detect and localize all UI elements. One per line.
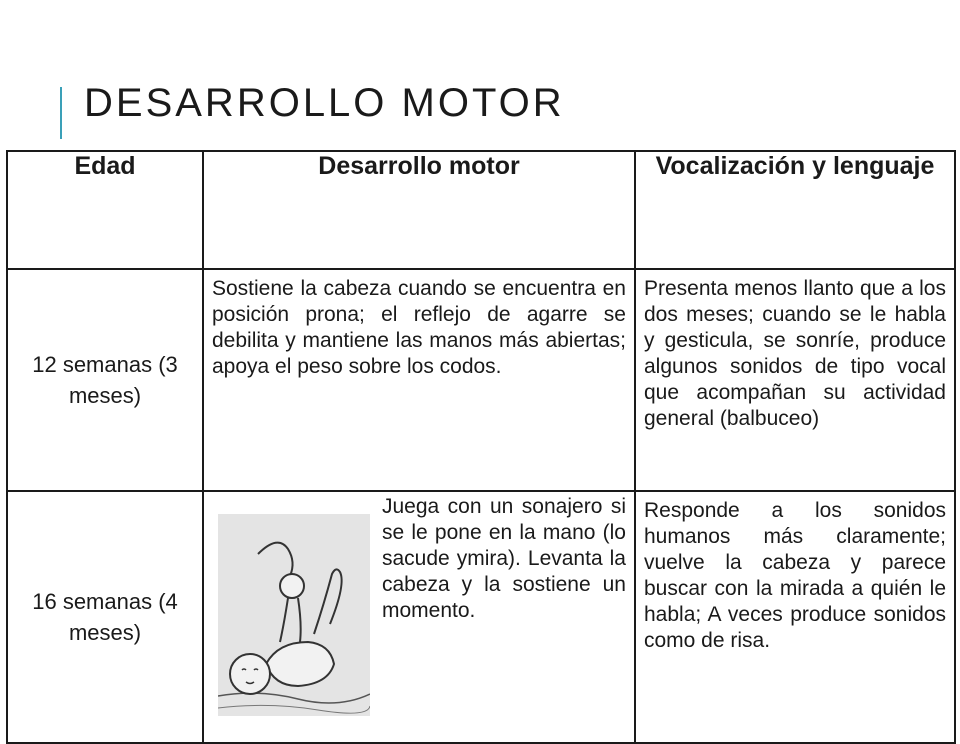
header-language: Vocalización y lenguaje	[635, 151, 955, 269]
header-age: Edad	[7, 151, 203, 269]
header-motor: Desarrollo motor	[203, 151, 635, 269]
slide-title: DESARROLLO MOTOR	[84, 81, 565, 125]
table-row	[7, 269, 955, 491]
development-table-container	[6, 150, 954, 720]
motor-cell-with-illustration	[203, 491, 635, 743]
title-accent-bar	[60, 87, 62, 139]
table-row	[7, 491, 955, 743]
motor-text: Juega con un sonajero si se le pone en la mano (lo sacude ymira). Levanta la cabeza y la sostiene un momento.	[382, 495, 626, 622]
age-cell	[7, 269, 203, 491]
table-header-row	[7, 151, 955, 269]
language-cell: Presenta menos llanto que a los dos meses; cuando se le habla y gesticula, se sonríe, produce algunos sonidos de tipo vocal que acompañan su actividad general (balbuceo)	[635, 269, 955, 491]
age-cell	[7, 491, 203, 743]
motor-cell: Sostiene la cabeza cuando se encuentra en posición prona; el reflejo de agarre se debilita y mantiene las manos más abiertas; apoya el peso sobre los codos.	[203, 269, 635, 491]
baby-lying-with-rattle-illustration	[218, 514, 370, 716]
baby-illustration-icon	[218, 514, 370, 716]
age-text: 16 semanas (4 meses)	[32, 589, 178, 645]
language-cell: Responde a los sonidos humanos más claramente; vuelve la cabeza y parece buscar con la mirada a quién le habla; A veces produce sonidos como de risa.	[635, 491, 955, 743]
age-text: 12 semanas (3 meses)	[32, 352, 178, 408]
development-table	[6, 150, 956, 744]
